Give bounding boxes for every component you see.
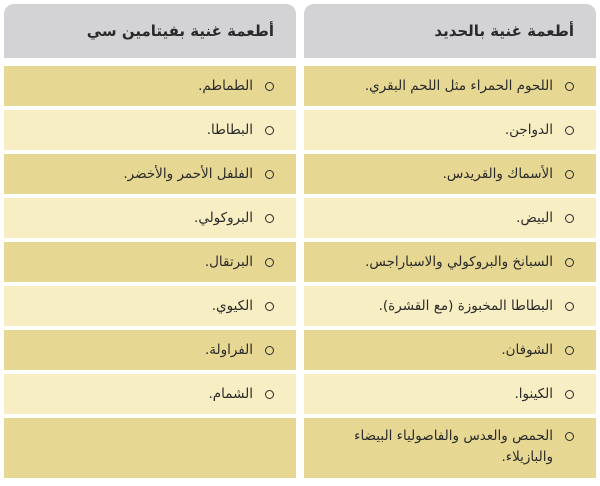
circle-bullet-icon bbox=[565, 302, 574, 311]
row-text: الفلفل الأحمر والأخضر. bbox=[123, 165, 253, 182]
circle-bullet-icon bbox=[265, 214, 274, 223]
table-row bbox=[304, 198, 596, 238]
circle-bullet-icon bbox=[265, 258, 274, 267]
row-text: اللحوم الحمراء مثل اللحم البقري. bbox=[364, 77, 553, 94]
row-text: الكينوا. bbox=[514, 385, 553, 402]
table-row bbox=[4, 154, 296, 194]
circle-bullet-icon bbox=[565, 126, 574, 135]
row-text: الطماطم. bbox=[198, 77, 253, 94]
row-text: البرتقال. bbox=[204, 253, 253, 270]
table-row bbox=[4, 374, 296, 414]
table-row bbox=[4, 110, 296, 150]
table-row bbox=[304, 286, 596, 326]
iron-column-header: أطعمة غنية بالحديد bbox=[304, 4, 596, 58]
row-text: البروكولي. bbox=[194, 209, 253, 226]
table-row bbox=[304, 242, 596, 282]
row-text: البطاطا. bbox=[206, 121, 253, 138]
row-text: الدواجن. bbox=[504, 121, 553, 138]
row-text: الأسماك والقريدس. bbox=[442, 165, 553, 182]
circle-bullet-icon bbox=[265, 390, 274, 399]
table-row bbox=[304, 330, 596, 370]
circle-bullet-icon bbox=[265, 302, 274, 311]
circle-bullet-icon bbox=[565, 390, 574, 399]
table-row bbox=[304, 66, 596, 106]
row-text: الكيوي. bbox=[211, 297, 253, 314]
row-text: البطاطا المخبوزة (مع القشرة). bbox=[378, 297, 553, 314]
table-row bbox=[4, 286, 296, 326]
empty-table-row bbox=[4, 418, 296, 478]
circle-bullet-icon bbox=[565, 432, 574, 441]
iron-column bbox=[304, 4, 596, 482]
table-row bbox=[304, 374, 596, 414]
table-row bbox=[4, 66, 296, 106]
circle-bullet-icon bbox=[265, 170, 274, 179]
vitamin-c-column bbox=[4, 4, 296, 482]
circle-bullet-icon bbox=[565, 346, 574, 355]
circle-bullet-icon bbox=[565, 214, 574, 223]
circle-bullet-icon bbox=[265, 126, 274, 135]
row-text: الفراولة. bbox=[204, 341, 253, 358]
row-text: السبانخ والبروكولي والاسباراجس. bbox=[365, 253, 553, 270]
circle-bullet-icon bbox=[565, 258, 574, 267]
table-row bbox=[4, 242, 296, 282]
vitamin-c-column-header: أطعمة غنية بفيتامين سي bbox=[4, 4, 296, 58]
table-row bbox=[304, 418, 596, 478]
circle-bullet-icon bbox=[265, 346, 274, 355]
circle-bullet-icon bbox=[565, 82, 574, 91]
row-text: البيض. bbox=[516, 209, 553, 226]
table-row bbox=[4, 330, 296, 370]
row-text: الشمام. bbox=[208, 385, 253, 402]
foods-table bbox=[4, 4, 596, 482]
row-text: الحمص والعدس والفاصولياء البيضاء والبازيلاء. bbox=[354, 428, 553, 465]
table-row bbox=[304, 154, 596, 194]
row-text: الشوفان. bbox=[501, 341, 553, 358]
table-row bbox=[304, 110, 596, 150]
table-row bbox=[4, 198, 296, 238]
circle-bullet-icon bbox=[565, 170, 574, 179]
circle-bullet-icon bbox=[265, 82, 274, 91]
